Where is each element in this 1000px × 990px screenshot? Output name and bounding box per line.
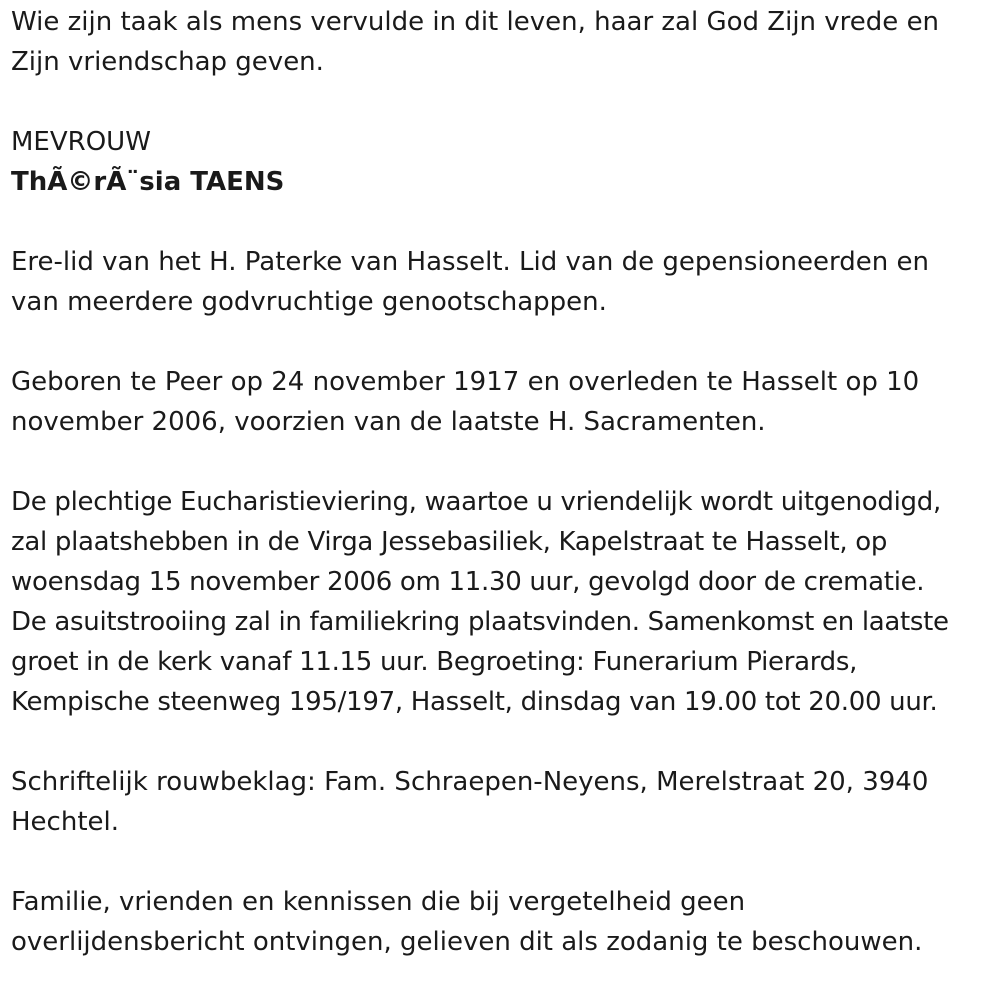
condolences-paragraph: Schriftelijk rouwbeklag: Fam. Schraepen-Neyens, Merelstraat 20, 3940 Hechtel. — [11, 767, 929, 837]
closing-paragraph: Familie, vrienden en kennissen die bij vergetelheid geen overlijdensbericht ontvingen, gelieven dit als zodanig te beschouwen. — [11, 887, 923, 957]
spacer — [11, 842, 996, 882]
spacer — [11, 82, 996, 122]
birth-death-paragraph: Geboren te Peer op 24 november 1917 en overleden te Hasselt op 10 november 2006, voorzien van de laatste H. Sacramenten. — [11, 367, 920, 437]
honorific: MEVROUW — [11, 127, 151, 157]
opening-quote: Wie zijn taak als mens vervulde in dit leven, haar zal God Zijn vrede en Zijn vriendschap geven. — [11, 7, 940, 77]
memberships-paragraph: Ere-lid van het H. Paterke van Hasselt. Lid van de gepensioneerden en van meerdere godvruchtige genootschappen. — [11, 247, 929, 317]
spacer — [11, 442, 996, 482]
ceremony-paragraph: De plechtige Eucharistieviering, waartoe u vriendelijk wordt uitgenodigd, zal plaatshebben in de Virga Jessebasiliek, Kapelstraat te Hasselt, op woensdag 15 november 2006 om 11.30 uur, gevolgd door de crematie. De asuitstrooiing zal in familiekring plaatsvinden. Samenkomst en laatste groet in de kerk vanaf 11.15 uur. Begroeting: Funerarium Pierards, Kempische steenweg 195/197, Hasselt, dinsdag van 19.00 tot 20.00 uur. — [11, 487, 949, 717]
spacer — [11, 722, 996, 762]
spacer — [11, 202, 996, 242]
obituary-document — [11, 2, 996, 962]
spacer — [11, 322, 996, 362]
deceased-name: ThÃ©rÃ¨sia TAENS — [11, 167, 285, 197]
